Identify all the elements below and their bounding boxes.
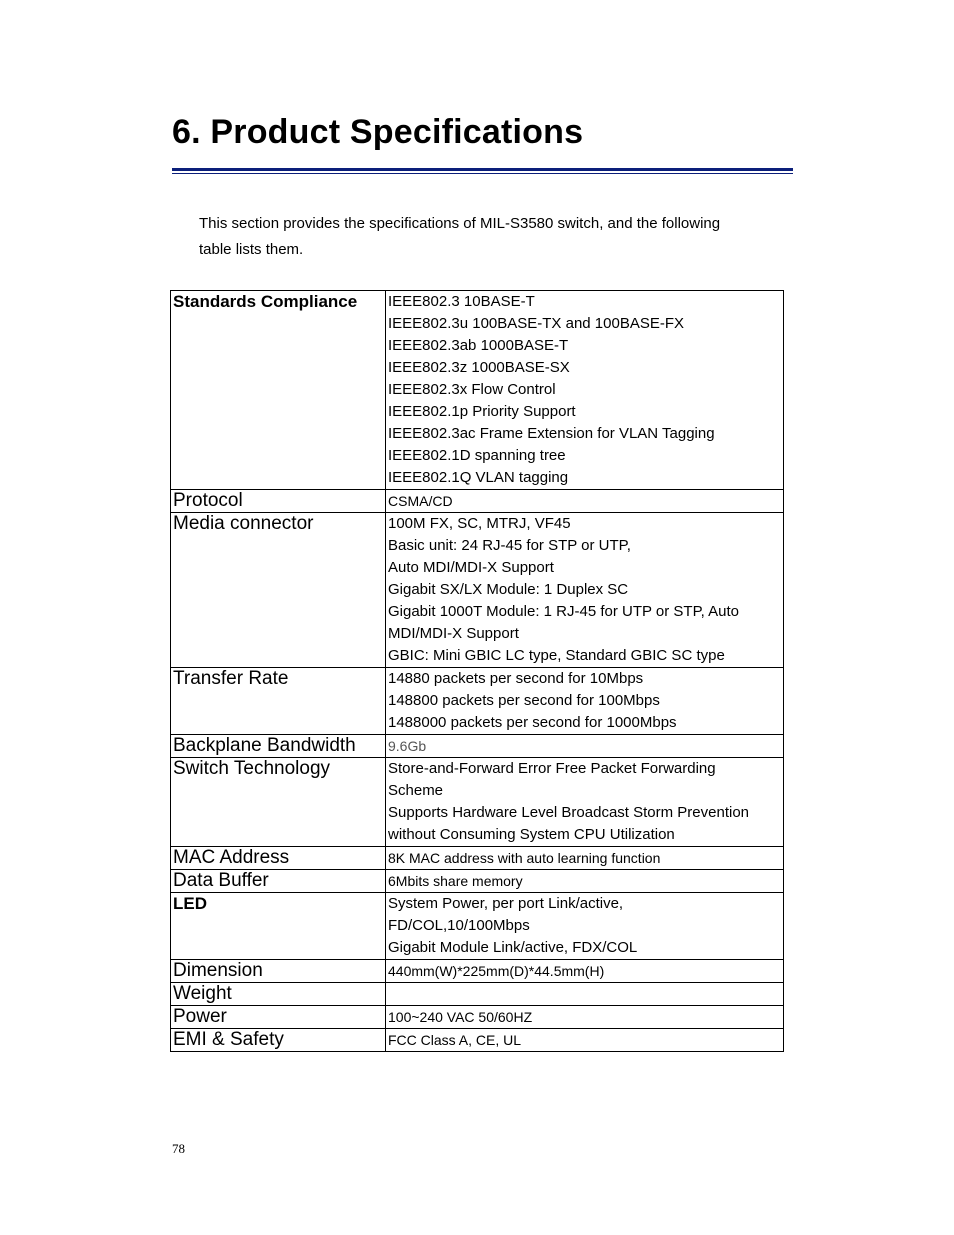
spec-label: MAC Address <box>171 847 386 870</box>
spec-value-line: IEEE802.3ac Frame Extension for VLAN Tagging <box>388 425 715 442</box>
spec-value-line: System Power, per port Link/active, <box>388 895 624 912</box>
spec-value-line: 9.6Gb <box>388 738 427 754</box>
spec-value-line: Store-and-Forward Error Free Packet Forwarding <box>388 760 716 777</box>
spec-value <box>386 847 784 870</box>
spec-value-line: IEEE802.3z 1000BASE-SX <box>388 359 570 376</box>
spec-label: EMI & Safety <box>171 1029 386 1052</box>
spec-value <box>386 870 784 893</box>
intro-line: This section provides the specifications of MIL-S3580 switch, and the following <box>199 215 721 232</box>
spec-value-line: 6Mbits share memory <box>388 873 523 889</box>
spec-label: Standards Compliance <box>171 291 386 490</box>
spec-label: Weight <box>171 983 386 1006</box>
spec-row-backplane-bandwidth <box>171 735 784 758</box>
spec-value-line: CSMA/CD <box>388 493 453 509</box>
specifications-table <box>170 290 784 1052</box>
spec-value-line: 1488000 packets per second for 1000Mbps <box>388 714 677 731</box>
spec-row-transfer-rate <box>171 668 784 735</box>
spec-value-line: MDI/MDI-X Support <box>388 625 519 642</box>
spec-value <box>386 1029 784 1052</box>
spec-label: Switch Technology <box>171 758 386 847</box>
spec-label: Media connector <box>171 513 386 668</box>
spec-value-line: Gigabit 1000T Module: 1 RJ-45 for UTP or STP, Auto <box>388 603 740 620</box>
spec-row-switch-technology <box>171 758 784 847</box>
spec-value-line: Gigabit Module Link/active, FDX/COL <box>388 939 638 956</box>
spec-value <box>386 668 784 735</box>
spec-value-line: Supports Hardware Level Broadcast Storm Prevention <box>388 804 750 821</box>
spec-value-line: GBIC: Mini GBIC LC type, Standard GBIC SC type <box>388 647 725 664</box>
spec-label: Transfer Rate <box>171 668 386 735</box>
title-divider-thin <box>172 173 793 174</box>
spec-value-line: IEEE802.1Q VLAN tagging <box>388 469 569 486</box>
spec-row-standards-compliance <box>171 291 784 490</box>
spec-value-line: Basic unit: 24 RJ-45 for STP or UTP, <box>388 537 631 554</box>
spec-row-media-connector <box>171 513 784 668</box>
spec-value <box>386 983 784 1006</box>
spec-value-line: 8K MAC address with auto learning function <box>388 850 661 866</box>
spec-value-line: IEEE802.3u 100BASE-TX and 100BASE-FX <box>388 315 685 332</box>
spec-value <box>386 893 784 960</box>
spec-row-led <box>171 893 784 960</box>
spec-value-line: 440mm(W)*225mm(D)*44.5mm(H) <box>388 963 605 979</box>
spec-value-line: IEEE802.1p Priority Support <box>388 403 576 420</box>
intro-paragraph <box>199 211 779 263</box>
spec-row-power <box>171 1006 784 1029</box>
spec-label: Dimension <box>171 960 386 983</box>
spec-value-line: FCC Class A, CE, UL <box>388 1032 522 1048</box>
spec-row-protocol <box>171 490 784 513</box>
spec-value-line: Auto MDI/MDI-X Support <box>388 559 554 576</box>
spec-value-line: without Consuming System CPU Utilization <box>388 826 675 843</box>
spec-label: Protocol <box>171 490 386 513</box>
spec-value <box>386 735 784 758</box>
spec-value-line: IEEE802.3x Flow Control <box>388 381 556 398</box>
spec-row-emi-safety <box>171 1029 784 1052</box>
spec-value <box>386 291 784 490</box>
spec-value-line <box>388 983 783 1005</box>
spec-label: Data Buffer <box>171 870 386 893</box>
spec-label: Backplane Bandwidth <box>171 735 386 758</box>
spec-value-line: 148800 packets per second for 100Mbps <box>388 692 660 709</box>
spec-row-data-buffer <box>171 870 784 893</box>
spec-value-line: Scheme <box>388 782 444 799</box>
intro-line: table lists them. <box>199 241 304 258</box>
page-title: 6. Product Specifications <box>172 113 584 151</box>
spec-value-line: IEEE802.1D spanning tree <box>388 447 566 464</box>
spec-row-weight <box>171 983 784 1006</box>
spec-value-line: 14880 packets per second for 10Mbps <box>388 670 644 687</box>
spec-value-line: IEEE802.3ab 1000BASE-T <box>388 337 569 354</box>
spec-row-dimension <box>171 960 784 983</box>
spec-value-line: 100M FX, SC, MTRJ, VF45 <box>388 515 571 532</box>
spec-value-line: FD/COL,10/100Mbps <box>388 917 530 934</box>
spec-value <box>386 960 784 983</box>
spec-value-line: Gigabit SX/LX Module: 1 Duplex SC <box>388 581 629 598</box>
spec-row-mac-address <box>171 847 784 870</box>
spec-value <box>386 490 784 513</box>
spec-label: LED <box>171 893 386 960</box>
spec-value <box>386 758 784 847</box>
spec-value-line: 100~240 VAC 50/60HZ <box>388 1009 533 1025</box>
spec-value <box>386 513 784 668</box>
spec-label: Power <box>171 1006 386 1029</box>
page-number: 78 <box>172 1141 185 1156</box>
title-divider-thick <box>172 168 793 171</box>
spec-value <box>386 1006 784 1029</box>
spec-value-line: IEEE802.3 10BASE-T <box>388 293 535 310</box>
